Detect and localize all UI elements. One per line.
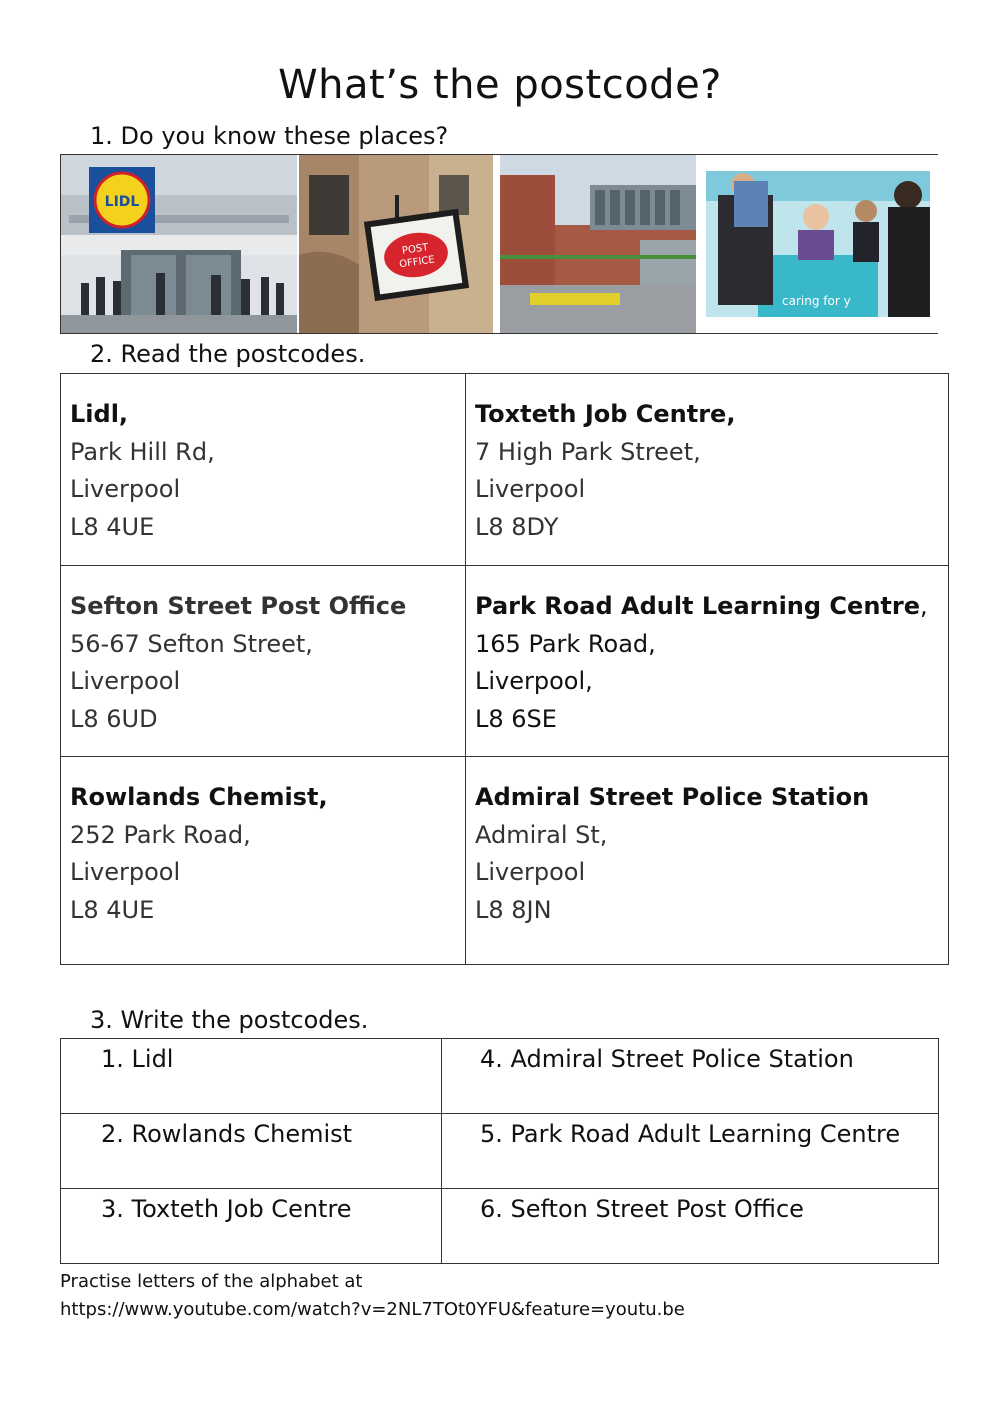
footer-link[interactable]: https://www.youtube.com/watch?v=2NL7TOt0YFU&feature=youtu.be bbox=[60, 1299, 685, 1320]
post-office-photo bbox=[299, 155, 493, 333]
address-name: Toxteth Job Centre, bbox=[475, 400, 736, 428]
write-cell-lidl[interactable]: 1. Lidl bbox=[61, 1039, 442, 1114]
address-line: 165 Park Road, bbox=[475, 629, 656, 658]
lidl-logo: LIDL bbox=[104, 194, 140, 210]
write-postcodes-table bbox=[60, 1038, 939, 1264]
footer bbox=[60, 1268, 685, 1324]
section-1-heading: 1. Do you know these places? bbox=[90, 122, 449, 150]
write-cell-rowlands[interactable]: 2. Rowlands Chemist bbox=[61, 1114, 442, 1189]
address-postcode: L8 8JN bbox=[475, 895, 552, 924]
address-cell bbox=[466, 757, 949, 965]
photo-strip bbox=[60, 154, 938, 334]
address-cell bbox=[466, 566, 949, 757]
address-cell bbox=[61, 374, 466, 566]
address-cell bbox=[466, 374, 949, 566]
address-line: Liverpool bbox=[475, 475, 586, 503]
address-name: Admiral Street Police Station bbox=[475, 783, 870, 811]
write-cell-toxteth[interactable]: 3. Toxteth Job Centre bbox=[61, 1189, 442, 1264]
post-office-sign-line1: POST bbox=[401, 242, 430, 257]
write-cell-sefton-street[interactable]: 6. Sefton Street Post Office bbox=[442, 1189, 939, 1264]
section-2-heading: 2. Read the postcodes. bbox=[90, 340, 366, 368]
address-line: 252 Park Road, bbox=[70, 820, 251, 849]
footer-note: Practise letters of the alphabet at bbox=[60, 1271, 363, 1292]
address-postcode: L8 6SE bbox=[475, 704, 557, 733]
address-table bbox=[60, 373, 949, 965]
post-office-sign-line2: OFFICE bbox=[398, 254, 436, 271]
lidl-store-photo bbox=[61, 155, 297, 333]
address-name: Lidl, bbox=[70, 400, 129, 428]
write-cell-park-road[interactable]: 5. Park Road Adult Learning Centre bbox=[442, 1114, 939, 1189]
address-line: Liverpool bbox=[475, 858, 586, 886]
address-line: Liverpool bbox=[70, 667, 181, 695]
address-postcode: L8 4UE bbox=[70, 512, 155, 541]
address-name: Sefton Street Post Office bbox=[70, 592, 407, 620]
address-line: Liverpool, bbox=[475, 667, 593, 695]
job-centre-photo bbox=[500, 155, 696, 333]
address-name: Park Road Adult Learning Centre bbox=[475, 592, 920, 620]
address-postcode: L8 6UD bbox=[70, 704, 158, 733]
write-cell-admiral-street[interactable]: 4. Admiral Street Police Station bbox=[442, 1039, 939, 1114]
address-cell bbox=[61, 757, 466, 965]
address-line: Liverpool bbox=[70, 858, 181, 886]
chemist-caption: caring for y bbox=[782, 294, 851, 308]
address-cell bbox=[61, 566, 466, 757]
address-line: Liverpool bbox=[70, 475, 181, 503]
address-line: Park Hill Rd, bbox=[70, 437, 215, 466]
address-postcode: L8 8DY bbox=[475, 512, 559, 541]
address-line: 56-67 Sefton Street, bbox=[70, 629, 313, 658]
page-title: What’s the postcode? bbox=[278, 62, 722, 108]
address-postcode: L8 4UE bbox=[70, 895, 155, 924]
address-line: Admiral St, bbox=[475, 820, 608, 849]
chemist-photo bbox=[698, 155, 938, 333]
address-name-suffix: , bbox=[919, 592, 928, 620]
address-line: 7 High Park Street, bbox=[475, 437, 701, 466]
section-3-heading: 3. Write the postcodes. bbox=[90, 1006, 369, 1034]
address-name: Rowlands Chemist, bbox=[70, 783, 328, 811]
